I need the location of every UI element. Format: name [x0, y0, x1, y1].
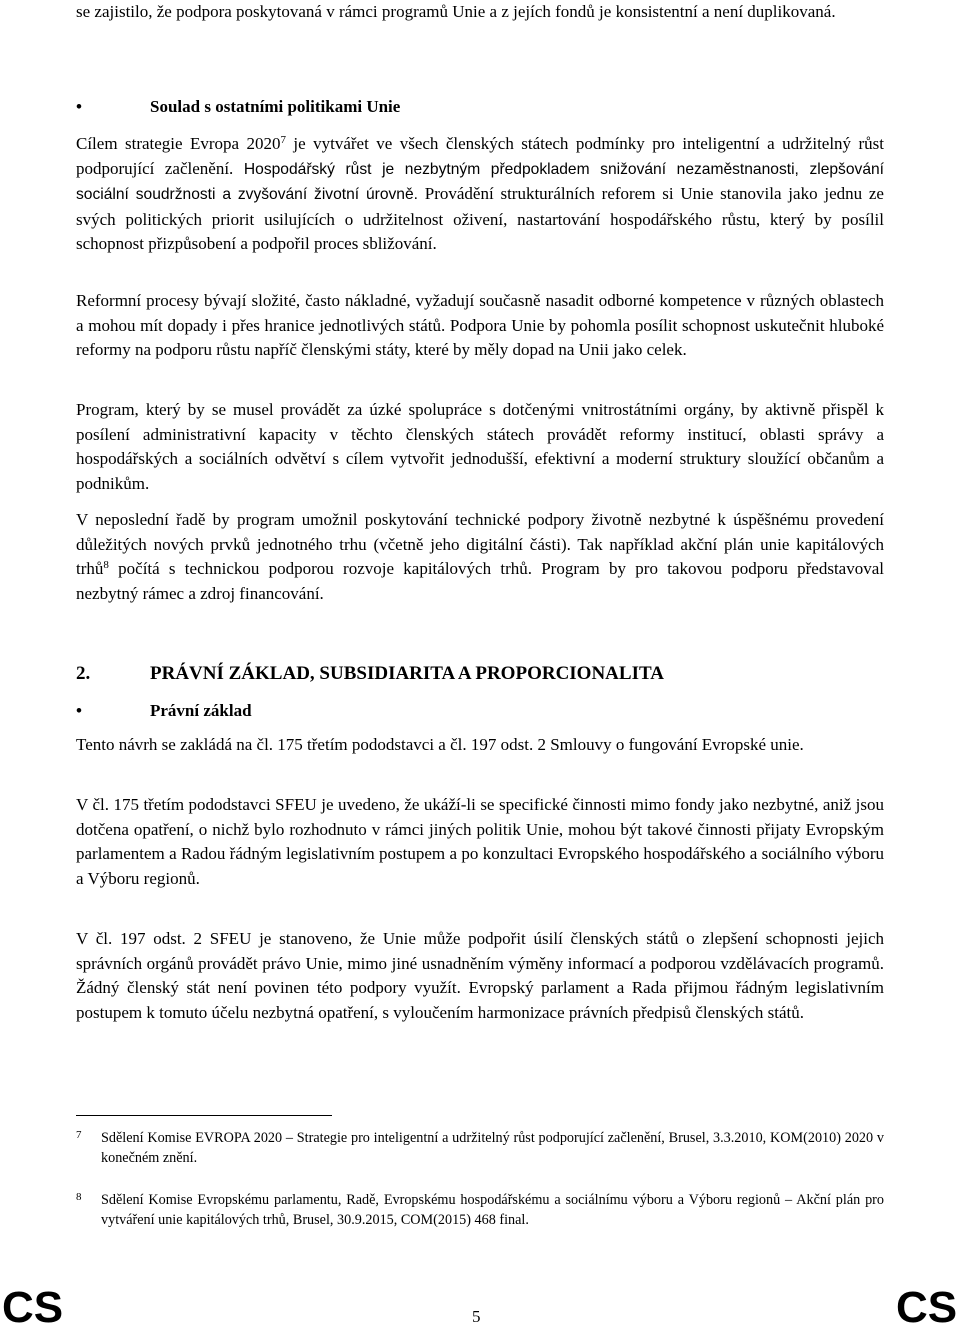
subheading-policies: Soulad s ostatními politikami Unie	[150, 97, 401, 116]
footnote-text: Sdělení Komise Evropskému parlamentu, Radě, Evropskému hospodářskému a sociálnímu výboru a Výboru regionů – Akční plán pro vytváření unie kapitálových trhů, Brusel, 30.9.2015, COM(2015) 468 final.	[101, 1192, 884, 1228]
paragraph-legal-basis	[76, 733, 884, 758]
section-number: 2.	[76, 663, 91, 684]
paragraph-strategy	[76, 132, 884, 257]
support-text-a: V neposlední řadě by program umožnil poskytování technické podpory životně nezbytné k úspěšnému provedení důležitých nových prvků jednotného trhu (včetně jeho digitální části). Tak například akční plán unie kapitálových trhů	[76, 510, 884, 578]
footnote-number: 8	[76, 1191, 82, 1203]
footnote-text: Sdělení Komise EVROPA 2020 – Strategie pro inteligentní a udržitelný růst podporující začlenění, Brusel, 3.3.2010, KOM(2010) 2020 v konečném znění.	[101, 1130, 884, 1166]
section-title: PRÁVNÍ ZÁKLAD, SUBSIDIARITA A PROPORCIONALITA	[150, 663, 664, 684]
paragraph-article-197	[76, 927, 884, 1025]
paragraph-support	[76, 508, 884, 606]
paragraph-article-197-text: V čl. 197 odst. 2 SFEU je stanoveno, že Unie může podpořit úsilí členských států o zlepšení schopnosti jejich správních orgánů provádět právo Unie, mimo jiné usnadněním výměny informací a podporou vzdělávacích programů. Žádný členský stát není povinen této podpory využít. Evropský parlament a Rada přijmou řádným legislativním postupem k tomuto účelu nezbytná opatření, s vyloučením harmonizace právních předpisů členských států.	[76, 929, 884, 1022]
paragraph-intro	[76, 0, 884, 25]
subheading-legal: Právní základ	[150, 701, 252, 720]
paragraph-program-text: Program, který by se musel provádět za úzké spolupráce s dotčenými vnitrostátními orgány, by aktivně přispěl k posílení administrativní kapacity v těchto členských státech provádět reformy institucí, oblasti správy a hospodářských a sociálních odvětví s cílem vytvořit jednodušší, efektivní a moderní struktury sloužící občanům a podnikům.	[76, 400, 884, 493]
support-text-b: počítá s technickou podporou rozvoje kapitálových trhů. Program by pro takovou podporu představoval nezbytný rámec a zdroj financování.	[76, 559, 884, 603]
strategy-text-b: je vytvářet ve všech členských státech podmínky pro inteligentní a udržitelný růst podporující začlenění.	[76, 134, 884, 178]
paragraph-program	[76, 398, 884, 496]
footnote-ref-8[interactable]: 8	[103, 559, 109, 571]
paragraph-intro-text: se zajistilo, že podpora poskytovaná v rámci programů Unie a z jejích fondů je konsistentní a není duplikovaná.	[76, 2, 836, 21]
page-number: 5	[472, 1307, 481, 1326]
paragraph-reforms	[76, 289, 884, 363]
footer-language-right: CS	[896, 1283, 958, 1332]
footer-language-left: CS	[2, 1283, 64, 1332]
paragraph-article-175	[76, 793, 884, 891]
paragraph-legal-basis-text: Tento návrh se zakládá na čl. 175 třetím pododstavci a čl. 197 odst. 2 Smlouvy o fungování Evropské unie.	[76, 735, 804, 754]
footnote-number: 7	[76, 1129, 82, 1141]
strategy-text-d: Provádění strukturálních reforem si Unie stanovila jako jednu ze svých politických priorit usilujících o udržitelnost oživení, nastartování hospodářského růstu, který by posílil schopnost přizpůsobení a podpořil proces sbližování.	[76, 184, 884, 253]
footnote-separator	[76, 1115, 332, 1116]
strategy-text-a: Cílem strategie Evropa 2020	[76, 134, 281, 153]
strategy-text-c: Hospodářský růst je nezbytným předpokladem snižování nezaměstnanosti, zlepšování sociální soudržnosti a zvyšování životní úrovně.	[76, 160, 884, 203]
paragraph-reforms-text: Reformní procesy bývají složité, často nákladné, vyžadují současně nasadit odborné kompetence v různých oblastech a mohou mít dopady i přes hranice jednotlivých států. Podpora Unie by pohomla posílit schopnost uskutečnit hluboké reformy na podporu růstu napříč členskými státy, které by měly dopad na Unii jako celek.	[76, 291, 884, 359]
footnote-ref-7[interactable]: 7	[280, 134, 286, 146]
bullet-icon: •	[76, 701, 82, 720]
bullet-icon: •	[76, 97, 82, 116]
paragraph-article-175-text: V čl. 175 třetím pododstavci SFEU je uvedeno, že ukáží-li se specifické činnosti mimo fondy jako nezbytné, aniž jsou dotčena opatření, o nichž bylo rozhodnuto v rámci jiných politik Unie, mohou být takové činnosti přijaty Evropským parlamentem a Radou řádným legislativním postupem a po konzultaci Evropského hospodářského a sociálního výboru a Výboru regionů.	[76, 795, 884, 888]
